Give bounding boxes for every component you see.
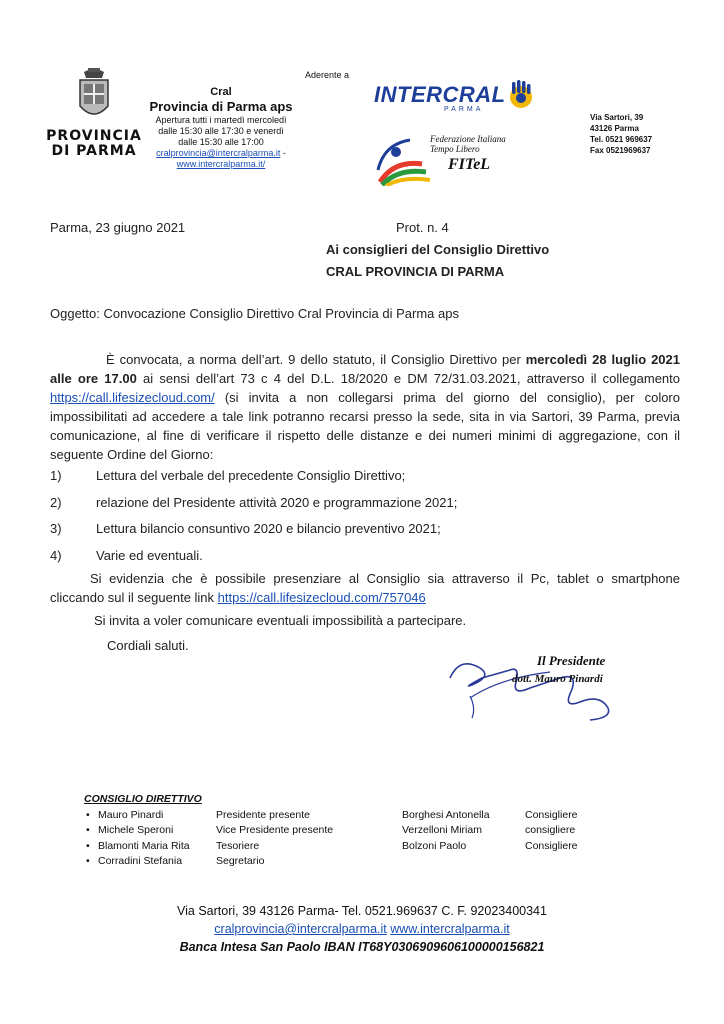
agenda-text: relazione del Presidente attività 2020 e programmazione 2021; bbox=[96, 494, 458, 510]
header-website-link[interactable]: www.intercralparma.it/ bbox=[176, 159, 266, 169]
council-row bbox=[84, 854, 604, 870]
bullet-icon: • bbox=[86, 839, 90, 852]
meeting-room-link[interactable]: https://call.lifesizecloud.com/757046 bbox=[217, 590, 426, 605]
intercral-wordmark: INTERCRAL bbox=[374, 82, 506, 107]
agenda-item bbox=[50, 466, 680, 493]
aderente-label: Aderente a bbox=[305, 70, 350, 80]
cral-title: Cral bbox=[210, 86, 232, 98]
provincia-logo bbox=[44, 68, 144, 159]
protocol-number: Prot. n. 4 bbox=[396, 220, 449, 235]
signature-title: Il Presidente bbox=[537, 653, 606, 668]
fitel-fed-line1: Federazione Italiana bbox=[430, 134, 506, 144]
p1-text-b: ai sensi dell’art 73 c 4 del D.L. 18/2020 e DM 72/31.03.2021, attraverso il collegamento bbox=[136, 371, 680, 386]
p2-text: Si evidenzia che è possibile presenziare al Consiglio sia attraverso il Pc, tablet o smartphone cliccando sul il seguente link bbox=[50, 571, 680, 605]
address-street: Via Sartori, 39 bbox=[590, 113, 644, 122]
paragraph-convocation bbox=[50, 350, 680, 464]
fitel-name: FITeL bbox=[448, 156, 491, 173]
agenda-text: Lettura bilancio consuntivo 2020 e bilancio preventivo 2021; bbox=[96, 521, 441, 536]
header-address bbox=[590, 112, 652, 156]
address-city: 43126 Parma bbox=[590, 124, 639, 133]
council-row bbox=[84, 808, 604, 824]
council-section bbox=[84, 792, 604, 870]
p1-text-c: (si invita a non collegarsi prima del giorno del consiglio), per coloro impossibilitati ad accedere a tale link potranno recarsi presso la sede, sita in via Sartori, 39 Parma, previa comunicazione, al fine di verificare il rispetto delle distanze e dei numeri minimi di aggregazione, con il seguente Ordine del Giorno: bbox=[50, 390, 680, 462]
agenda-number: 2) bbox=[50, 494, 62, 510]
p1-text-a: È convocata, a norma dell’art. 9 dello statuto, il Consiglio Direttivo per bbox=[106, 352, 526, 367]
member-name: Verzelloni Miriam bbox=[402, 824, 482, 836]
paragraph-notice: Si invita a voler comunicare eventuali impossibilità a partecipare. bbox=[94, 613, 467, 628]
opening-hours: Apertura tutti i martedì mercoledì dalle 15:30 alle 17:30 e venerdì dalle 15:30 alle 17:00 bbox=[155, 115, 287, 147]
member-role: Vice Presidente presente bbox=[216, 824, 334, 836]
letter-date: Parma, 23 giugno 2021 bbox=[50, 220, 186, 235]
agenda-item bbox=[50, 493, 680, 520]
meeting-datetime: mercoledì 28 luglio 2021 alle ore 17.00 bbox=[50, 352, 680, 386]
member-role: Consigliere bbox=[525, 808, 578, 821]
cral-name: Provincia di Parma aps bbox=[149, 99, 293, 114]
address-tel: Tel. 0521 969637 bbox=[590, 135, 653, 144]
recipient-line1: Ai consiglieri del Consiglio Direttivo bbox=[326, 242, 550, 257]
member-name: Michele Speroni bbox=[98, 824, 174, 836]
member-role: Consigliere bbox=[525, 839, 578, 852]
council-row bbox=[84, 823, 604, 839]
provincia-logo-line1: PROVINCIA bbox=[46, 128, 142, 144]
provincia-logo-line2: DI PARMA bbox=[51, 143, 137, 159]
footer-address: Via Sartori, 39 43126 Parma- Tel. 0521.969637 C. F. 92023400341 bbox=[177, 904, 547, 918]
intercral-logo bbox=[374, 80, 536, 113]
agenda-item bbox=[50, 519, 680, 546]
bullet-icon: • bbox=[86, 808, 90, 821]
recipient-line2: CRAL PROVINCIA DI PARMA bbox=[326, 264, 505, 279]
member-name: Borghesi Antonella bbox=[402, 808, 490, 821]
agenda-number: 1) bbox=[50, 468, 62, 483]
bullet-icon: • bbox=[86, 824, 90, 836]
header-email-link[interactable]: cralprovincia@intercralparma.it bbox=[156, 148, 281, 158]
member-role: Segretario bbox=[216, 855, 265, 867]
intercral-parma: PARMA bbox=[444, 106, 484, 113]
member-name: Corradini Stefania bbox=[98, 855, 183, 867]
member-name: Bolzoni Paolo bbox=[402, 839, 467, 852]
footer-website-link[interactable]: www.intercralparma.it bbox=[390, 922, 510, 936]
hand-icon bbox=[506, 80, 536, 110]
provincia-crest-icon bbox=[74, 68, 114, 124]
member-name: Blamonti Maria Rita bbox=[98, 839, 190, 852]
subject-line: Oggetto: Convocazione Consiglio Direttivo Cral Provincia di Parma aps bbox=[50, 306, 459, 321]
fitel-fed-line2: Tempo Libero bbox=[430, 144, 480, 154]
bullet-icon: • bbox=[86, 855, 90, 867]
footer bbox=[0, 902, 724, 956]
email-separator: - bbox=[280, 148, 286, 158]
footer-bank: Banca Intesa San Paolo IBAN IT68Y0306909606100000156821 bbox=[179, 940, 545, 954]
council-row bbox=[84, 839, 604, 855]
agenda-number: 3) bbox=[50, 521, 62, 536]
cral-info bbox=[148, 86, 294, 170]
paragraph-attendance bbox=[50, 569, 680, 607]
meeting-link[interactable]: https://call.lifesizecloud.com/ bbox=[50, 390, 215, 405]
fitel-federation-text bbox=[430, 134, 506, 154]
closing-greeting: Cordiali saluti. bbox=[107, 638, 189, 653]
agenda-text: Varie ed eventuali. bbox=[96, 547, 203, 563]
member-name: Mauro Pinardi bbox=[98, 808, 164, 821]
footer-email-link[interactable]: cralprovincia@intercralparma.it bbox=[214, 922, 387, 936]
agenda-text: Lettura del verbale del precedente Consiglio Direttivo; bbox=[96, 468, 406, 483]
member-role: consigliere bbox=[525, 824, 576, 836]
signature-name: dott. Mauro Pinardi bbox=[512, 673, 603, 685]
agenda-number: 4) bbox=[50, 547, 62, 563]
member-role: Presidente presente bbox=[216, 808, 310, 821]
address-fax: Fax 0521969637 bbox=[590, 146, 651, 155]
agenda-list bbox=[50, 466, 680, 572]
council-title: CONSIGLIO DIRETTIVO bbox=[84, 793, 202, 805]
member-role: Tesoriere bbox=[216, 839, 260, 852]
